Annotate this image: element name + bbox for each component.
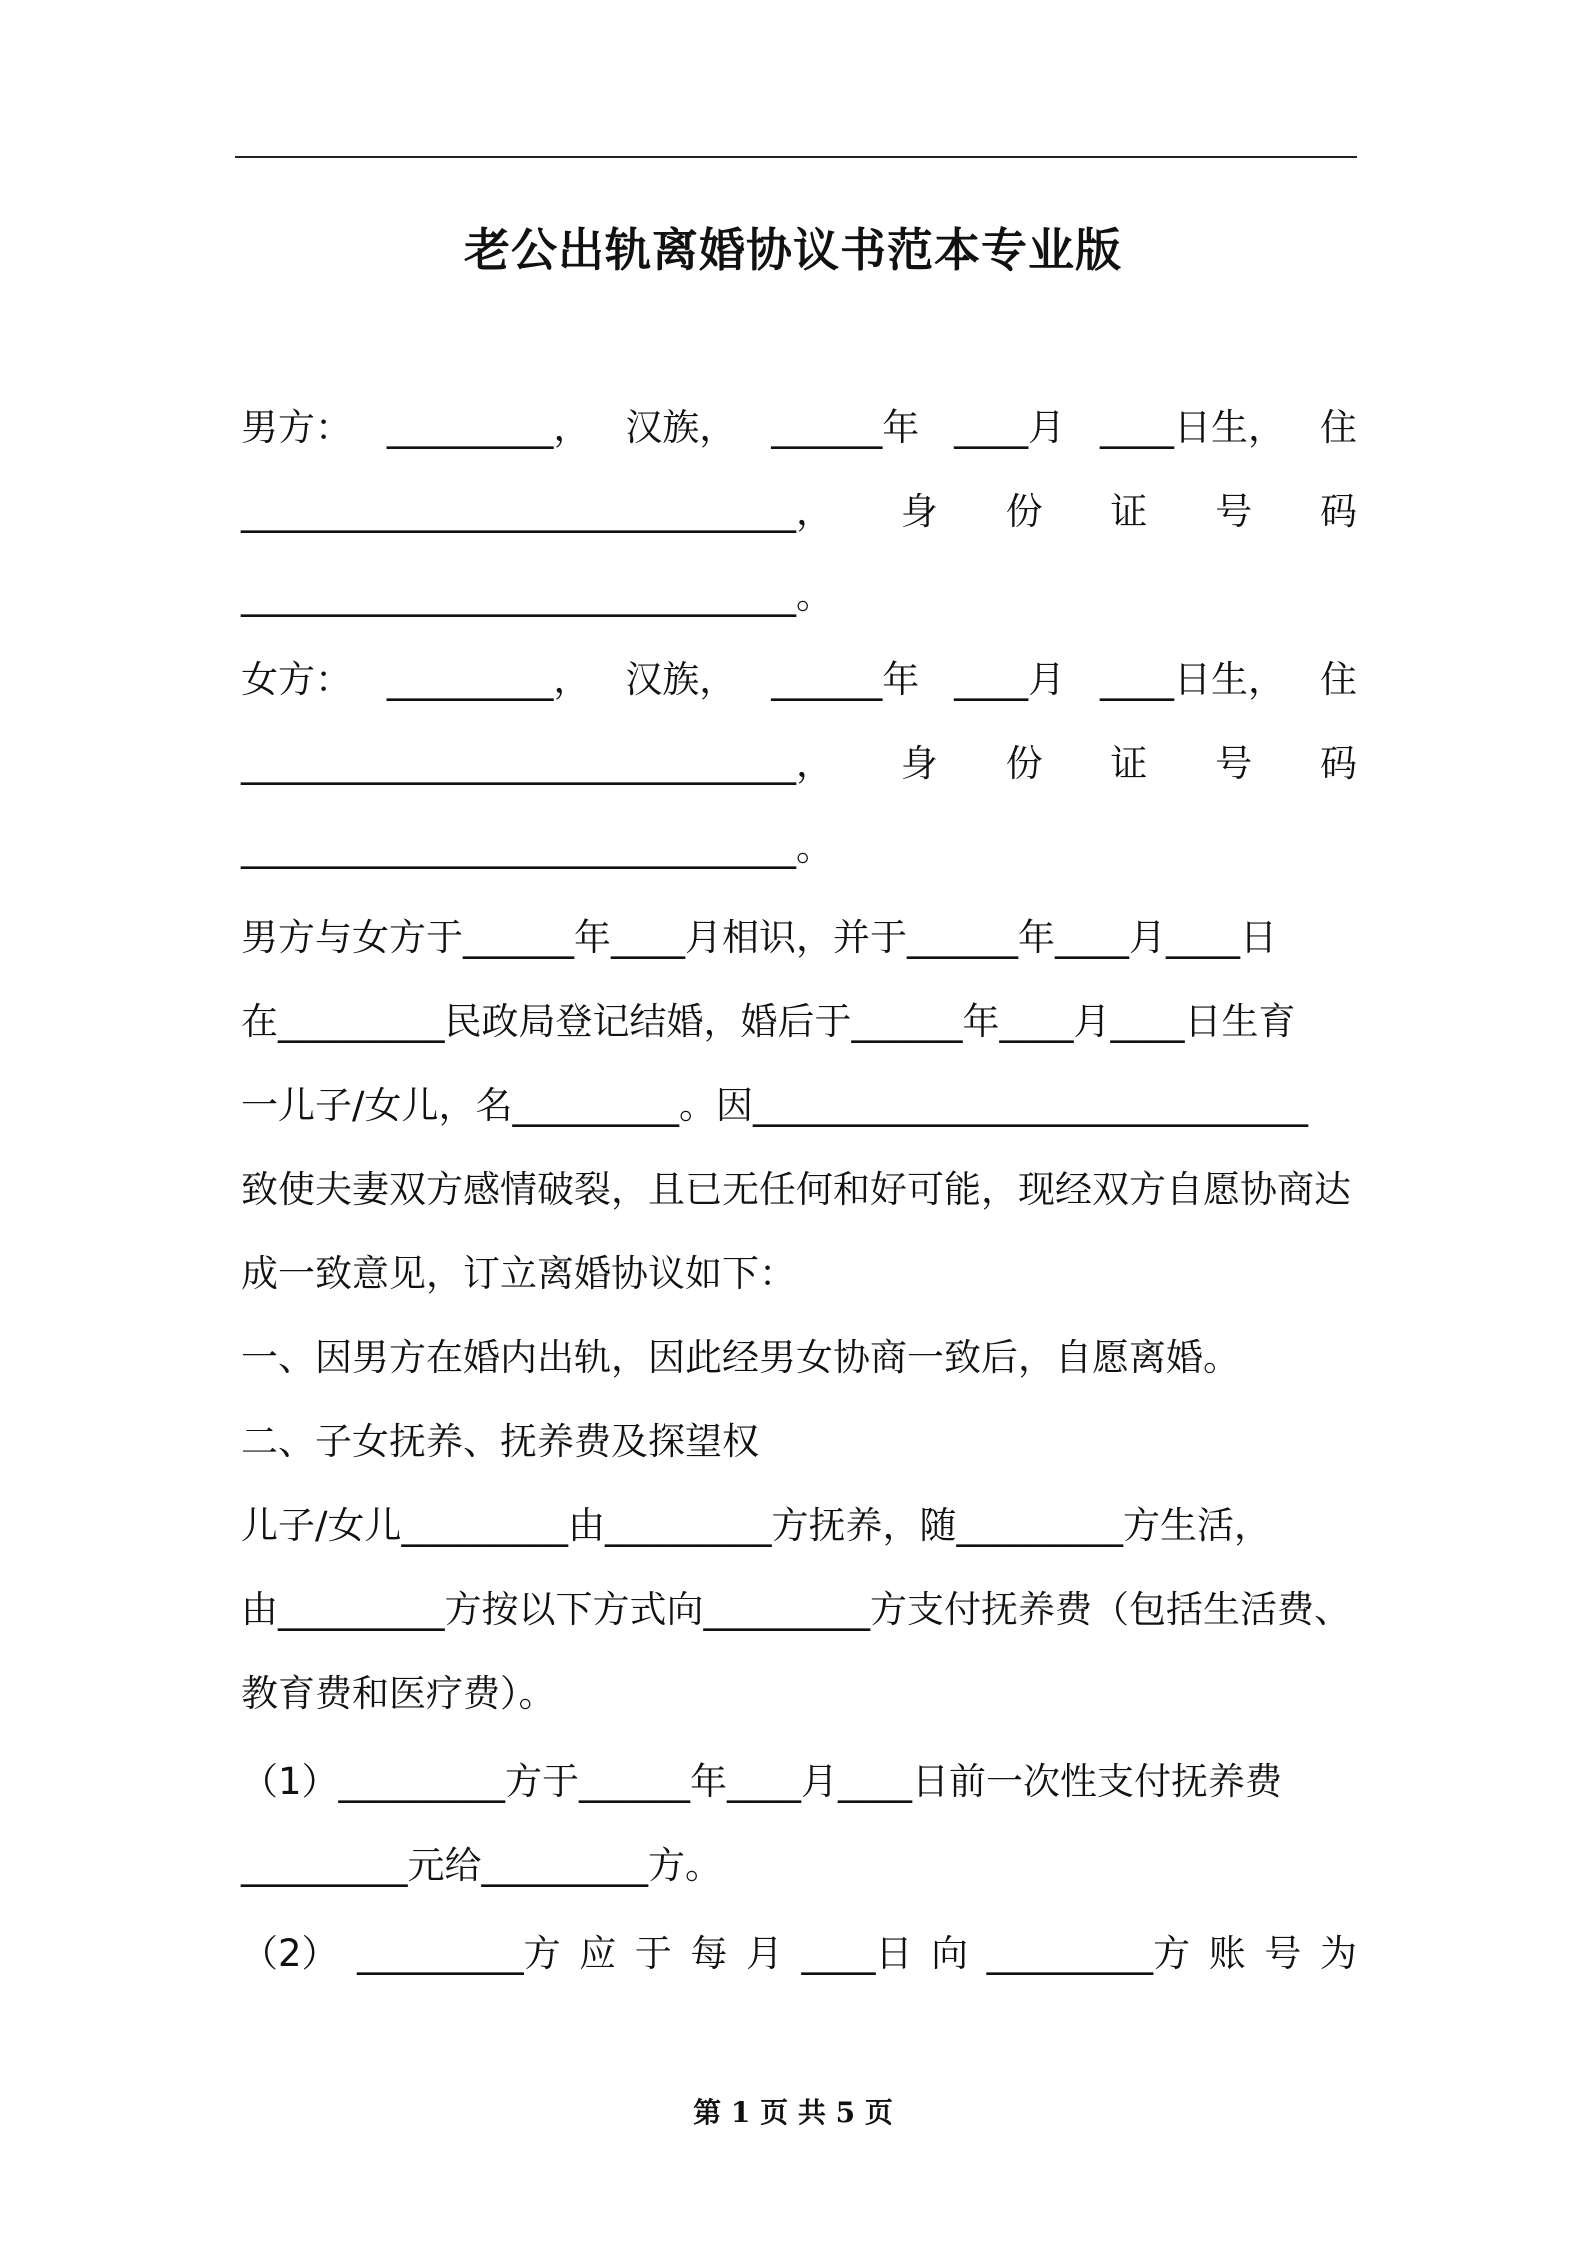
clause-1: 一、因男方在婚内出轨，因此经男女协商一致后，自愿离婚。 [241,1336,1240,1379]
text-segment: 份 [1005,742,1043,785]
text-segment: 账 [1208,1932,1246,1975]
text-segment: ______________________________， [241,742,833,785]
text-segment: 号 [1264,1932,1302,1975]
text-segment: 应 [579,1932,617,1975]
text-segment: ______________________________， [241,490,833,533]
document-title: 老公出轨离婚协议书范本专业版 [464,223,1122,277]
text-segment: _________， [386,406,591,449]
female-party-line-2 [241,738,1357,790]
text-segment: 女方： [241,658,352,701]
female-party-line-1 [241,654,1357,706]
text-segment: ____日生， [1100,406,1286,449]
text-segment: ____月 [954,658,1066,701]
intro-paragraph-line-5: 成一致意见，订立离婚协议如下： [241,1252,796,1295]
text-segment: 每 [690,1932,728,1975]
item-2-line-1 [241,1928,1357,1980]
male-party-line-1 [241,402,1357,454]
text-segment: （2） [241,1932,339,1975]
intro-paragraph-line-3: 一儿子/女儿，名_________。因______________________________ [241,1084,1308,1127]
male-party-line-2 [241,486,1357,538]
intro-paragraph-line-2: 在_________民政局登记结婚，婚后于______年____月____日生育 [241,1000,1296,1043]
text-segment: ____日 [801,1932,913,1975]
text-segment: 身 [900,742,938,785]
custody-line-1: 儿子/女儿_________由_________方抚养，随_________方生活， [241,1504,1271,1547]
item-1-line-1: （1）_________方于______年____月____日前一次性支付抚养费 [241,1760,1283,1803]
text-segment: 住 [1319,658,1357,701]
text-segment: 证 [1110,742,1148,785]
text-segment: ____月 [954,406,1066,449]
clause-2-heading: 二、子女抚养、抚养费及探望权 [241,1420,759,1463]
text-segment: 住 [1319,406,1357,449]
text-segment: 男方： [241,406,352,449]
text-segment: ______年 [771,406,920,449]
intro-paragraph-line-1: 男方与女方于______年____月相识，并于______年____月____日 [241,916,1277,959]
intro-paragraph-line-4: 致使夫妻双方感情破裂，且已无任何和好可能，现经双方自愿协商达 [241,1168,1351,1211]
custody-line-3: 教育费和医疗费）。 [241,1672,556,1715]
text-segment: 汉族， [625,406,737,449]
text-segment: _________方 [986,1932,1191,1975]
text-segment: 于 [634,1932,672,1975]
text-segment: 号 [1215,490,1253,533]
text-segment: 汉族， [625,658,737,701]
page-number-footer: 第 1 页 共 5 页 [693,2096,893,2129]
text-segment: 月 [745,1932,783,1975]
text-segment: 码 [1319,490,1357,533]
text-segment: 码 [1319,742,1357,785]
text-segment: 号 [1215,742,1253,785]
text-segment: 为 [1319,1932,1357,1975]
male-party-line-3: ______________________________。 [241,574,833,617]
text-segment: 身 [900,490,938,533]
text-segment: 证 [1110,490,1148,533]
female-party-line-3: ______________________________。 [241,826,833,869]
header-rule [235,156,1357,158]
text-segment: ______年 [771,658,920,701]
text-segment: _________， [386,658,591,701]
text-segment: ____日生， [1100,658,1286,701]
text-segment: 向 [931,1932,969,1975]
item-1-line-2: _________元给_________方。 [241,1844,722,1887]
text-segment: _________方 [357,1932,561,1975]
custody-line-2: 由_________方按以下方式向_________方支付抚养费（包括生活费、 [241,1588,1351,1631]
text-segment: 份 [1005,490,1043,533]
